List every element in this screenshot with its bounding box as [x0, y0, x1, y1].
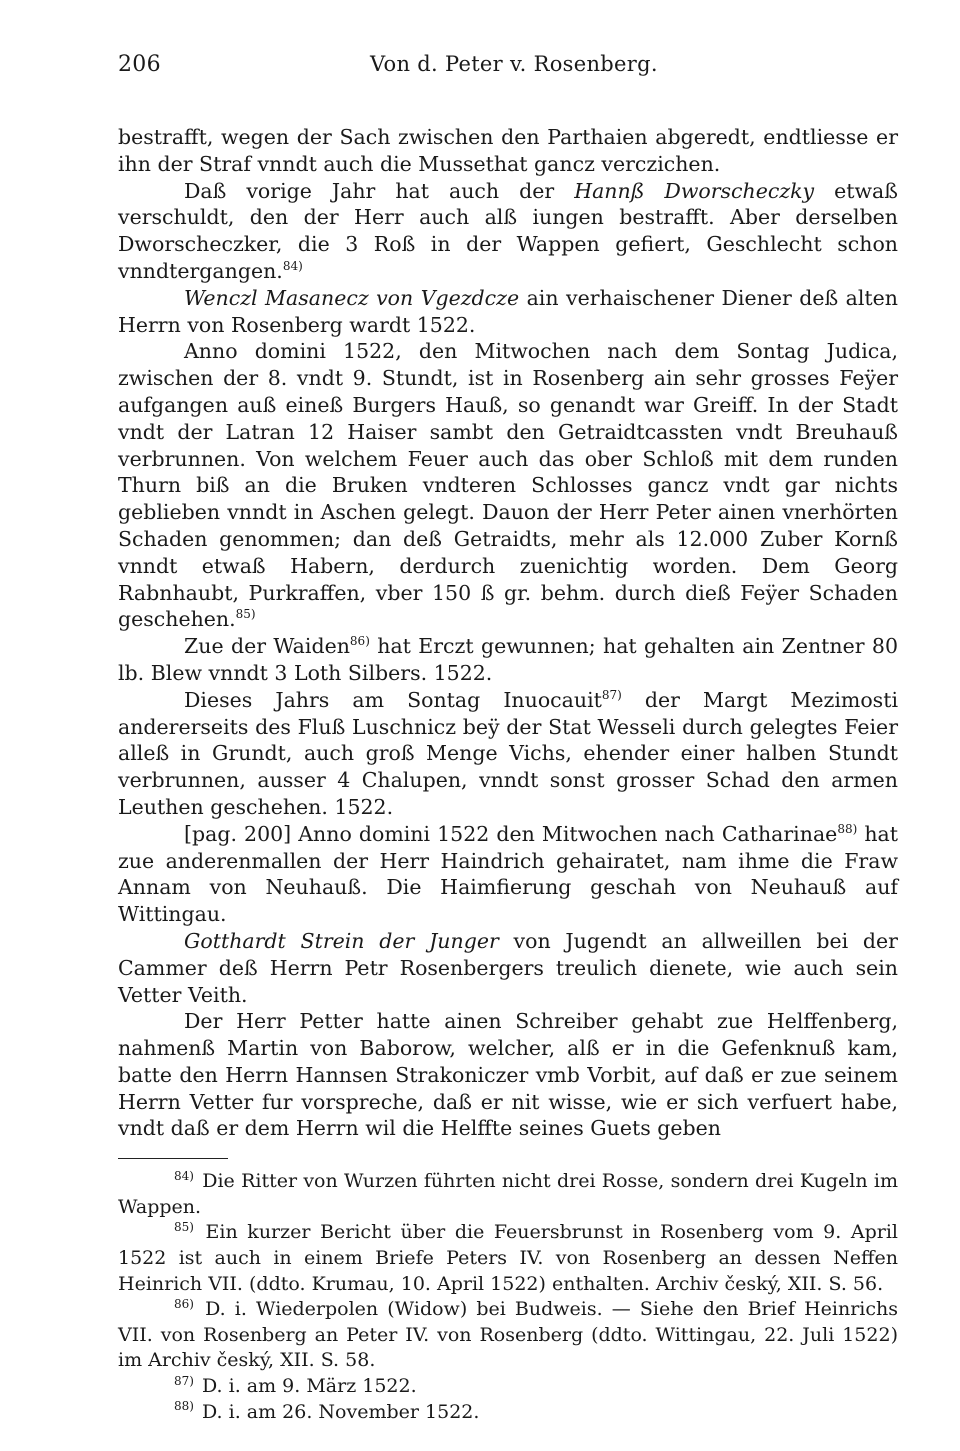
page-number: 206	[118, 52, 161, 77]
paragraph-6-text-a: Dieses Jahrs am Sontag Inuocauit	[184, 687, 602, 712]
footnote-mark: 88)	[174, 1399, 194, 1414]
paragraph-9	[118, 1008, 898, 1142]
person-name: Hannß Dworscheczky	[574, 178, 815, 203]
footnote-divider	[118, 1158, 228, 1159]
paragraph-3	[118, 285, 898, 339]
paragraph-5-text-a: Zue der Waiden	[184, 634, 350, 659]
person-name: Wenczl Masanecz von Vgezdcze	[184, 285, 520, 310]
paragraph-7	[118, 821, 898, 928]
paragraph-1	[118, 124, 898, 178]
paragraph-2	[118, 178, 898, 285]
paragraph-1-text: bestrafft, wegen der Sach zwischen den Parthaien abgeredt, endtliesse er ihn der Straf vnndt auch die Mussethat gancz verczichen.	[118, 125, 898, 176]
paragraph-7-text-b: hat zue anderenmallen der Herr Haindrich gehairatet, nam ihme die Fraw Annam von Neuhauß. Die Haimfierung geschah von Neuhauß auf Wittingau.	[118, 821, 898, 927]
paragraph-7-text-a: [pag. 200] Anno domini 1522 den Mitwochen nach Catharinae	[184, 821, 838, 846]
footnote-ref-88: 88)	[837, 821, 858, 836]
paragraph-4-text: Anno domini 1522, den Mitwochen nach dem Sontag Judica, zwischen der 8. vndt 9. Stundt, ist in Rosenberg ain sehr grosses Feÿer aufgangen auß eineß Burgers Hauß, so genandt war Greiff. In der Stadt vndt der Latran 12 Haiser sambt den Getraidtcassten vndt Breuhauß verbrunnen. Von welchem Feuer auch das ober Schloß mit dem runden Thurn biß an die Bruken vndteren Schlosses gancz vndt gar nichts geblieben vnndt in Aschen gelegt. Dauon der Herr Peter ainen vnerhörten Schaden genommen; dan deß Getraidts, mehr als 12.000 Zuber Kornß vnndt etwaß Habern, derdurch zuenichtig worden. Dem Georg Rabnhaubt, Purkraffen, vber 150 ß gr. behm. durch dieß Feÿer Schaden geschehen.	[118, 339, 898, 632]
paragraph-2-text-a: Daß vorige Jahr hat auch der	[184, 178, 575, 203]
running-title: Von d. Peter v. Rosenberg.	[370, 52, 658, 76]
paragraph-5	[118, 633, 898, 687]
paragraph-9-text: Der Herr Petter hatte ainen Schreiber gehabt zue Helffenberg, nahmenß Martin von Baborow, welcher, alß er in die Gefenknuß kam, batte den Herrn Hannsen Strakoniczer vmb Vorbit, auf daß er zue seinem Herrn Vetter fur vorspreche, daß er nit wisse, wie er sich verfuert habe, vndt daß er dem Herrn wil die Helffte seines Guets geben	[118, 1009, 898, 1141]
paragraph-8	[118, 928, 898, 1008]
paragraph-4	[118, 338, 898, 633]
footnote-mark: 85)	[174, 1220, 194, 1235]
footnote-mark: 84)	[174, 1168, 194, 1183]
footnote-text: D. i. am 26. November 1522.	[202, 1400, 480, 1423]
paragraph-6-text-b: der Margt Mezimosti andererseits des Fluß Luschnicz beÿ der Stat Wesseli durch gelegtes Feier alleß in Grundt, auch groß Menge Vichs, ehender einer halben Stundt verbrunnen, ausser 4 Chalupen, vnndt sonst grosser Schad den armen Leuthen geschehen. 1522.	[118, 687, 898, 819]
footnotes	[118, 1169, 898, 1425]
footnote-mark: 86)	[174, 1296, 194, 1311]
footnote-text: Die Ritter von Wurzen führten nicht drei Rosse, sondern drei Kugeln im Wappen.	[118, 1170, 898, 1218]
footnote-84	[118, 1169, 898, 1220]
person-name: Gotthardt Strein der Junger	[184, 928, 499, 953]
paragraph-6	[118, 687, 898, 821]
footnote-86	[118, 1297, 898, 1374]
footnote-88	[118, 1400, 898, 1426]
footnote-ref-84: 84)	[282, 259, 303, 274]
footnote-ref-86: 86)	[349, 634, 370, 649]
footnote-text: D. i. am 9. März 1522.	[202, 1375, 417, 1398]
paragraph-2-text-b: etwaß verschuldt, den der Herr auch alß iungen bestrafft. Aber derselben Dworscheczker, die 3 Roß in der Wappen gefiert, Geschlecht schon vnndtergangen.	[118, 178, 898, 283]
footnote-ref-85: 85)	[235, 607, 256, 622]
paragraph-8-text: von Jugendt an allweillen bei der Cammer deß Herrn Petr Rosenbergers treulich dienete, wie auch sein Vetter Veith.	[118, 928, 898, 1007]
footnote-text: Ein kurzer Bericht über die Feuersbrunst in Rosenberg vom 9. April 1522 ist auch in einem Briefe Peters IV. von Rosenberg an dessen Neffen Heinrich VII. (ddto. Krumau, 10. April 1522) enthalten. Archiv český, XII. S. 56.	[118, 1221, 898, 1295]
footnote-85	[118, 1220, 898, 1297]
footnote-87	[118, 1374, 898, 1400]
body-text	[118, 124, 898, 1142]
paragraph-5-text-b: hat Erczt gewunnen; hat gehalten ain Zentner 80 lb. Blew vnndt 3 Loth Silbers. 1522.	[118, 634, 898, 685]
footnote-text: D. i. Wiederpolen (Widow) bei Budweis. — Siehe den Brief Heinrichs VII. von Rosenberg an Peter IV. von Rosenberg (ddto. Wittingau, 22. Juli 1522) im Archiv český, XII. S. 58.	[118, 1298, 898, 1372]
footnote-ref-87: 87)	[601, 687, 622, 702]
footnote-mark: 87)	[174, 1373, 194, 1388]
paragraph-3-text: ain verhaischener Diener deß alten Herrn von Rosenberg wardt 1522.	[118, 285, 898, 337]
page-header	[118, 52, 898, 92]
